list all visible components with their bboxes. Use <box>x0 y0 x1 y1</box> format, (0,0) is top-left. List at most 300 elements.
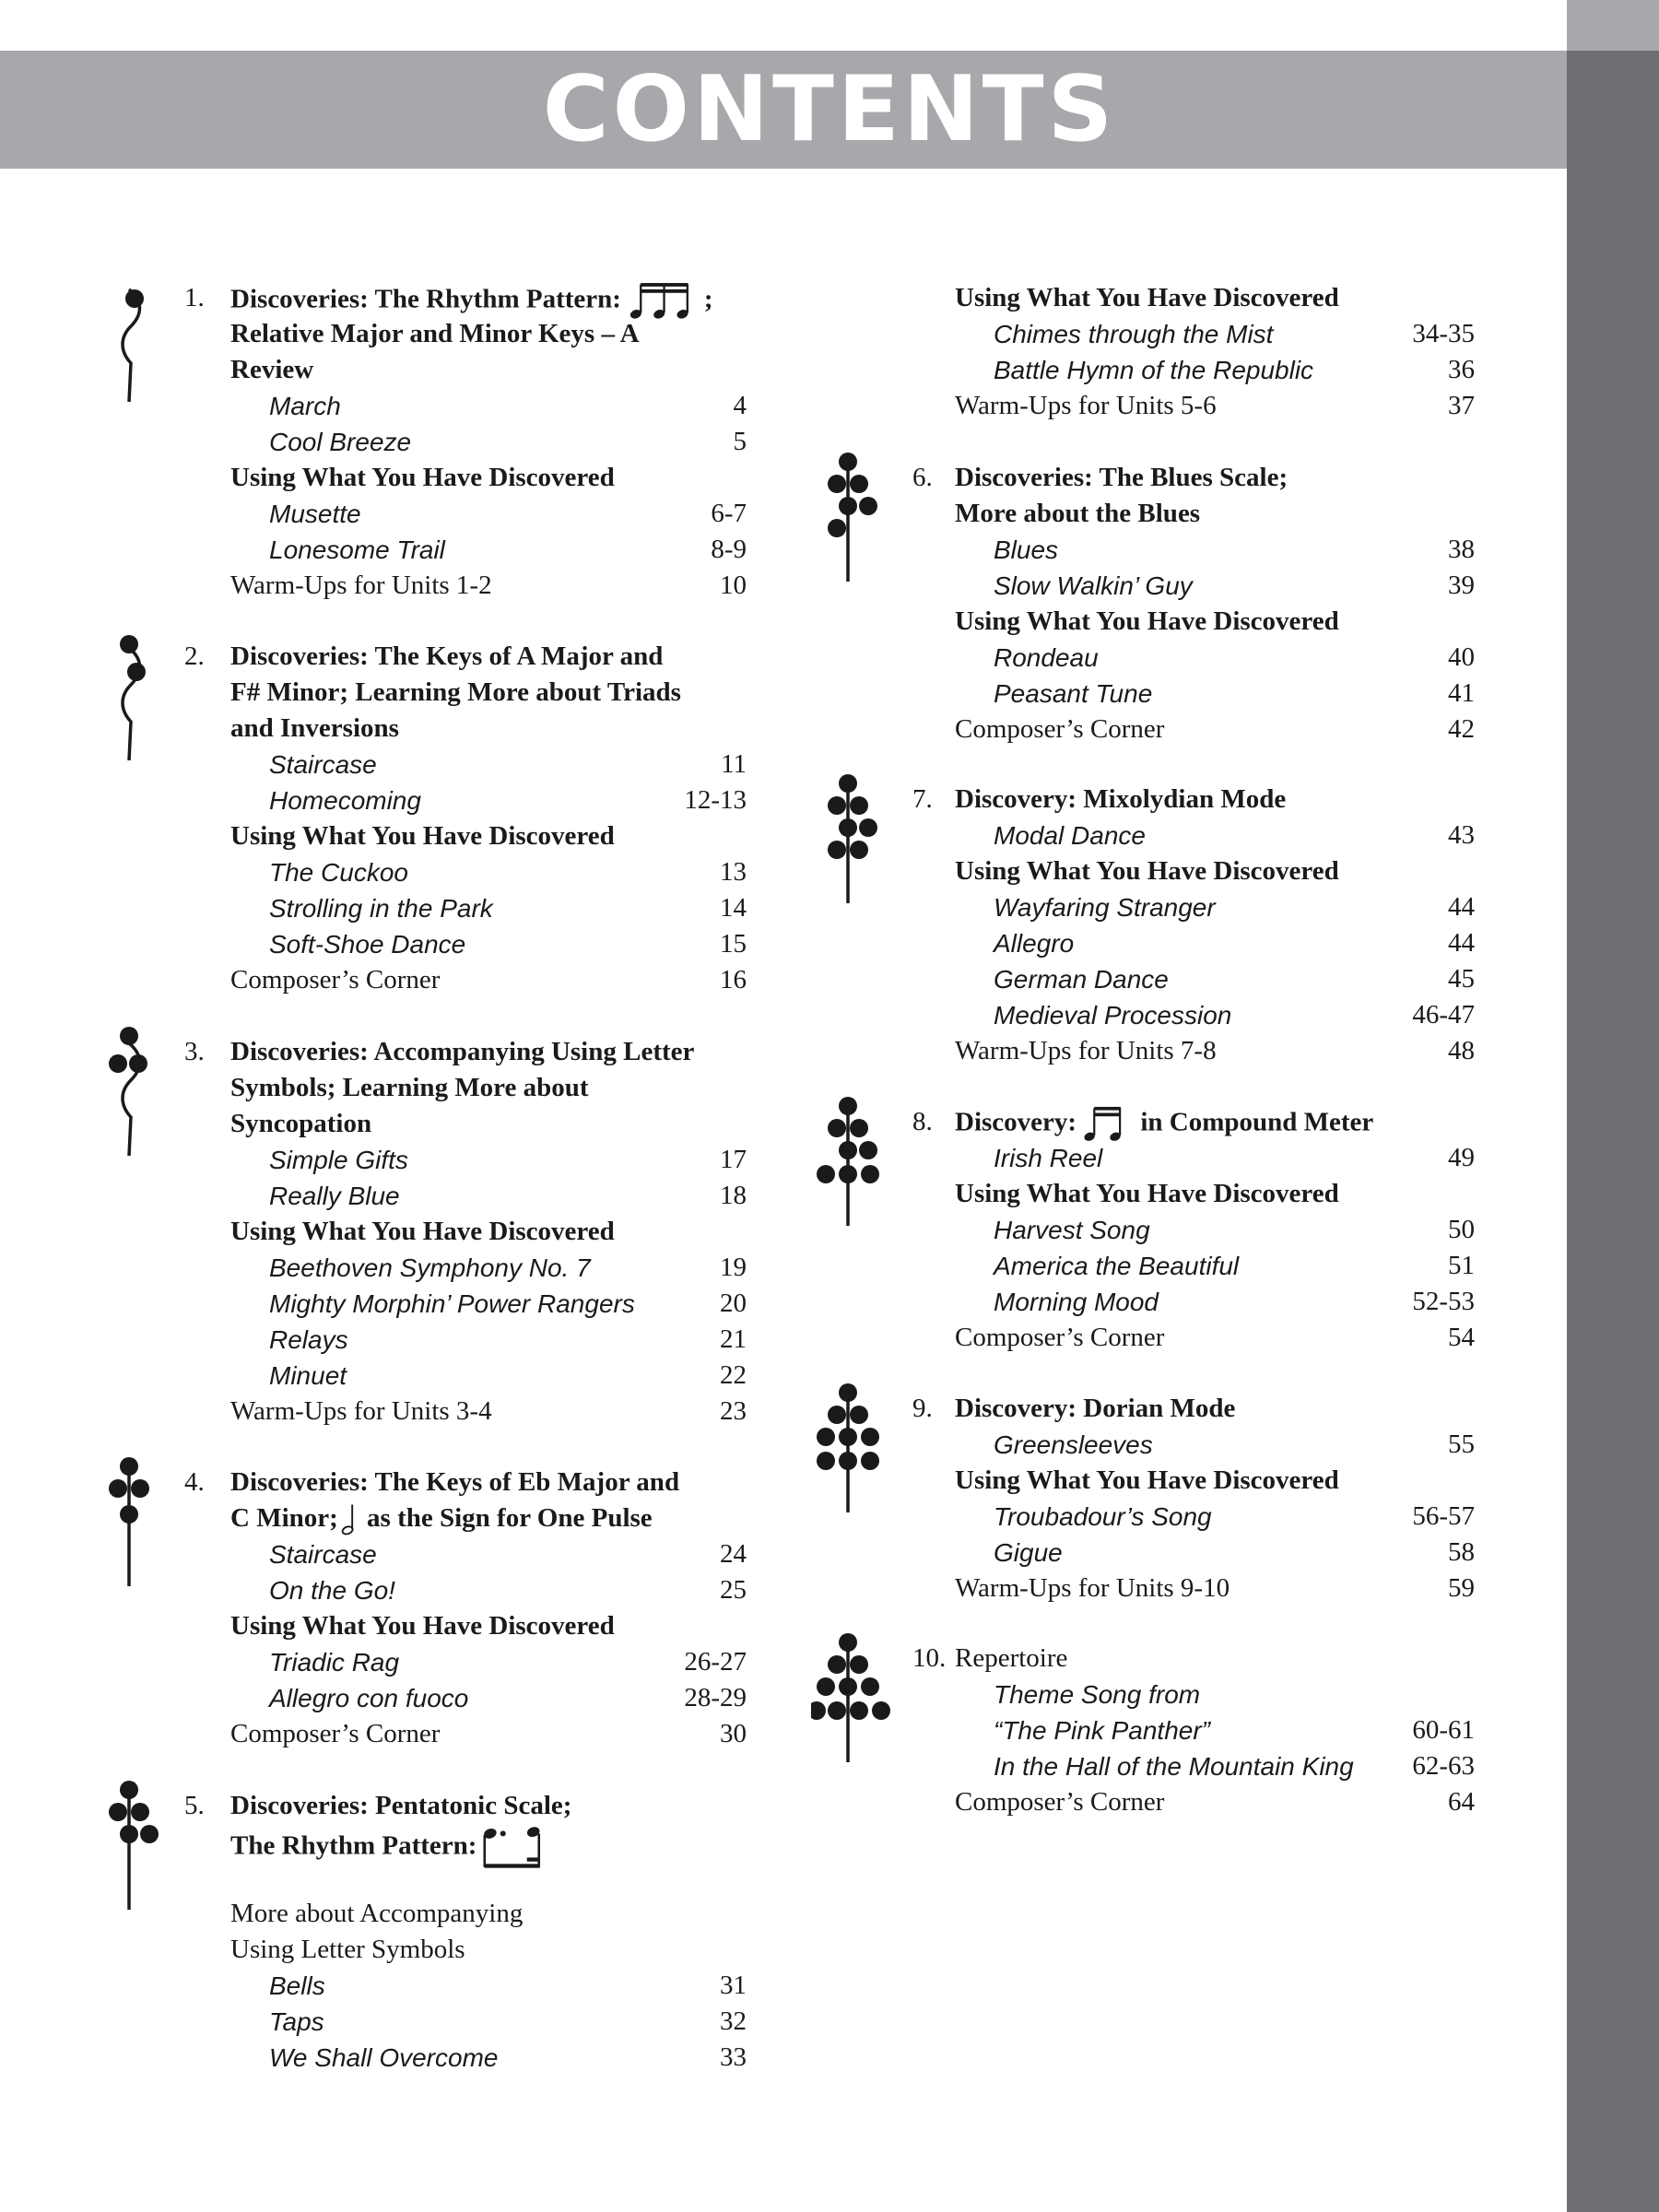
toc-entry[interactable] <box>184 854 747 890</box>
icon-dot <box>861 1677 879 1696</box>
icon-dot <box>817 1677 835 1696</box>
toc-line[interactable] <box>912 1571 1475 1606</box>
page-title: CONTENTS <box>542 57 1117 162</box>
toc-line[interactable] <box>912 1784 1475 1820</box>
entry-title: Mighty Morphin’ Power Rangers <box>269 1289 635 1318</box>
page-number: 25 <box>720 1575 747 1605</box>
page-number: 45 <box>1448 964 1475 994</box>
page-number: 64 <box>1448 1787 1475 1817</box>
toc-entry[interactable] <box>912 925 1475 961</box>
entry-title: The Cuckoo <box>269 858 408 887</box>
icon-dot <box>850 1701 868 1720</box>
toc-heading <box>912 782 1475 818</box>
page-number: 16 <box>720 965 747 994</box>
toc-entry[interactable] <box>912 1212 1475 1248</box>
unit-number: 1. <box>184 283 205 312</box>
page-number: 18 <box>720 1181 747 1210</box>
entry-title: Review <box>230 355 314 384</box>
half-note-symbol <box>338 1502 360 1537</box>
unit-tree-icon <box>811 1633 912 1771</box>
toc-entry[interactable] <box>912 961 1475 997</box>
page-number: 21 <box>720 1324 747 1354</box>
page-number: 48 <box>1448 1036 1475 1065</box>
icon-dot <box>817 1452 835 1470</box>
page-number: 34-35 <box>1412 319 1475 348</box>
page-number: 44 <box>1448 928 1475 958</box>
entry-title: Using What You Have Discovered <box>230 821 615 851</box>
toc-heading <box>912 1104 1475 1140</box>
icon-dot <box>839 453 857 471</box>
entry-title: Wayfaring Stranger <box>994 893 1216 922</box>
entry-title: Slow Walkin’ Guy <box>994 571 1193 600</box>
icon-dot <box>127 663 146 681</box>
page-number: 54 <box>1448 1323 1475 1352</box>
toc-heading <box>184 1824 747 1860</box>
page-number: 41 <box>1448 678 1475 708</box>
toc-heading <box>184 460 747 496</box>
entry-title: Troubadour’s Song <box>994 1502 1212 1531</box>
page-number: 37 <box>1448 391 1475 420</box>
toc-entry[interactable] <box>912 1284 1475 1320</box>
two-sixteenths-symbol <box>1077 1104 1134 1145</box>
entry-title: F# Minor; Learning More about Triads <box>230 677 681 707</box>
icon-dot <box>850 841 868 859</box>
page-number: 42 <box>1448 714 1475 744</box>
entry-title: “The Pink Panther” <box>994 1716 1210 1745</box>
entry-title: Using What You Have Discovered <box>955 283 1339 312</box>
page-number: 49 <box>1448 1143 1475 1172</box>
entry-title: Really Blue <box>269 1182 400 1210</box>
entry-title: Modal Dance <box>994 821 1146 850</box>
entry-title: Using What You Have Discovered <box>955 856 1339 886</box>
toc-entry[interactable] <box>184 2040 747 2076</box>
entry-title: March <box>269 392 341 420</box>
entry-title: Blues <box>994 535 1059 564</box>
page-number: 8-9 <box>711 535 747 564</box>
page-number: 14 <box>720 893 747 923</box>
toc-entry[interactable] <box>184 1358 747 1394</box>
toc-line <box>184 1860 747 1896</box>
side-bar <box>1567 0 1659 2212</box>
page-number: 32 <box>720 2006 747 2036</box>
toc-entry[interactable] <box>912 676 1475 712</box>
entry-title: Allegro <box>994 929 1075 958</box>
entry-title: Taps <box>269 2007 324 2036</box>
page-number: 11 <box>721 749 747 779</box>
icon-dot <box>120 1825 138 1843</box>
page-number: 38 <box>1448 535 1475 564</box>
toc-entry[interactable] <box>184 747 747 782</box>
page-number: 20 <box>720 1288 747 1318</box>
page-number: 55 <box>1448 1430 1475 1459</box>
icon-dot <box>850 1119 868 1137</box>
entry-title: Warm-Ups for Units 9-10 <box>955 1573 1230 1603</box>
entry-title: Rondeau <box>994 643 1099 672</box>
page-number: 56-57 <box>1412 1501 1475 1531</box>
entry-title: Discoveries: The Keys of Eb Major and <box>230 1467 680 1497</box>
icon-dot <box>839 1165 857 1183</box>
icon-dot <box>828 1655 846 1674</box>
entry-title: Composer’s Corner <box>955 714 1165 744</box>
entry-title-tail: in Compound Meter <box>1134 1107 1374 1137</box>
page-number: 6-7 <box>711 499 747 528</box>
page-number: 46-47 <box>1412 1000 1475 1030</box>
toc-heading <box>184 711 747 747</box>
icon-dot <box>109 1479 127 1498</box>
unit-number: 7. <box>912 784 933 814</box>
icon-dot <box>850 1406 868 1424</box>
toc-entry[interactable] <box>184 388 747 424</box>
toc-entry[interactable] <box>184 1178 747 1214</box>
entry-title: Discoveries: The Keys of A Major and <box>230 641 664 671</box>
toc-entry[interactable] <box>912 640 1475 676</box>
toc-line[interactable] <box>912 712 1475 747</box>
page-number: 50 <box>1448 1215 1475 1244</box>
icon-dot <box>839 497 857 515</box>
entry-title: Warm-Ups for Units 1-2 <box>230 571 492 600</box>
toc-entry[interactable] <box>184 424 747 460</box>
icon-dot <box>850 475 868 493</box>
icon-dot <box>109 1054 127 1073</box>
entry-title: Staircase <box>269 1540 377 1569</box>
entry-title: Using What You Have Discovered <box>955 1465 1339 1495</box>
page-number: 43 <box>1448 820 1475 850</box>
entry-title: Medieval Procession <box>994 1001 1232 1030</box>
entry-title: Chimes through the Mist <box>994 320 1274 348</box>
toc-entry[interactable] <box>184 1968 747 2004</box>
toc-entry[interactable] <box>184 532 747 568</box>
entry-title: Composer’s Corner <box>955 1323 1165 1352</box>
icon-dot <box>839 1383 857 1402</box>
page-number: 23 <box>720 1396 747 1426</box>
unit-tree-icon <box>811 1097 912 1235</box>
entry-title: Using What You Have Discovered <box>230 463 615 492</box>
unit-number: 8. <box>912 1107 933 1136</box>
page-number: 59 <box>1448 1573 1475 1603</box>
toc-entry[interactable] <box>912 997 1475 1033</box>
icon-dot <box>120 1505 138 1524</box>
page-number: 36 <box>1448 355 1475 384</box>
unit-number: 4. <box>184 1467 205 1497</box>
icon-dot <box>109 1803 127 1821</box>
entry-title: Discoveries: The Blues Scale; <box>955 463 1288 492</box>
icon-dot <box>131 1479 149 1498</box>
entry-title: German Dance <box>994 965 1169 994</box>
icon-dot <box>817 1428 835 1446</box>
icon-dot <box>828 519 846 537</box>
page-number: 28-29 <box>684 1683 747 1712</box>
entry-title: Discoveries: Accompanying Using Letter <box>230 1037 695 1066</box>
entry-title: Simple Gifts <box>269 1146 408 1174</box>
toc-heading <box>184 316 747 352</box>
toc-heading <box>184 1465 747 1500</box>
page-number: 12-13 <box>684 785 747 815</box>
icon-dot <box>828 1119 846 1137</box>
icon-dot <box>839 1428 857 1446</box>
toc-line <box>912 1641 1475 1677</box>
icon-dot <box>839 1633 857 1652</box>
entry-title: More about Accompanying <box>230 1899 524 1928</box>
page-number: 19 <box>720 1253 747 1282</box>
entry-title: Using What You Have Discovered <box>955 1179 1339 1208</box>
unit-number: 2. <box>184 641 205 671</box>
entry-title: Syncopation <box>230 1109 372 1138</box>
page-number: 51 <box>1448 1251 1475 1280</box>
entry-title: Composer’s Corner <box>230 1719 441 1748</box>
toc-entry <box>912 1677 1475 1712</box>
toc-heading <box>912 1391 1475 1427</box>
toc-entry[interactable] <box>912 1712 1475 1748</box>
entry-title: Strolling in the Park <box>269 894 493 923</box>
icon-dot <box>828 475 846 493</box>
icon-dot <box>120 1457 138 1476</box>
unit-number: 10. <box>912 1643 947 1673</box>
icon-dot <box>872 1701 890 1720</box>
entry-title: Peasant Tune <box>994 679 1153 708</box>
toc-entry[interactable] <box>912 1248 1475 1284</box>
entry-title: Lonesome Trail <box>269 535 445 564</box>
icon-dot <box>850 796 868 815</box>
unit-tree-icon <box>92 1781 194 1919</box>
entry-title: Greensleeves <box>994 1430 1153 1459</box>
toc-heading <box>912 280 1475 316</box>
entry-title: Composer’s Corner <box>955 1787 1165 1817</box>
entry-title: Homecoming <box>269 786 421 815</box>
entry-title: Repertoire <box>955 1643 1068 1673</box>
entry-title: Discovery: Dorian Mode <box>955 1394 1236 1423</box>
toc-entry[interactable] <box>912 316 1475 352</box>
toc-heading <box>184 1788 747 1824</box>
entry-title: The Rhythm Pattern: <box>230 1830 477 1861</box>
toc-entry[interactable] <box>912 1140 1475 1176</box>
toc-heading <box>912 604 1475 640</box>
entry-title: Morning Mood <box>994 1288 1159 1316</box>
entry-title: Discoveries: Pentatonic Scale; <box>230 1791 572 1820</box>
toc-heading <box>184 280 747 316</box>
toc-entry[interactable] <box>912 818 1475 853</box>
icon-dot <box>828 1701 846 1720</box>
icon-dot <box>839 1141 857 1159</box>
toc-entry[interactable] <box>184 1680 747 1716</box>
toc-entry[interactable] <box>184 926 747 962</box>
toc-line[interactable] <box>184 962 747 998</box>
toc-heading <box>184 639 747 675</box>
toc-heading <box>912 853 1475 889</box>
entry-title: Gigue <box>994 1538 1063 1567</box>
entry-title: Warm-Ups for Units 3-4 <box>230 1396 492 1426</box>
page-number: 22 <box>720 1360 747 1390</box>
toc-line[interactable] <box>912 1033 1475 1069</box>
unit-number: 3. <box>184 1037 205 1066</box>
toc-heading <box>184 1608 747 1644</box>
unit-tree-icon <box>92 1027 194 1165</box>
entry-title: Allegro con fuoco <box>269 1684 469 1712</box>
page-number: 60-61 <box>1412 1715 1475 1745</box>
toc-entry[interactable] <box>184 890 747 926</box>
entry-title: More about the Blues <box>955 499 1201 528</box>
toc-entry[interactable] <box>184 1142 747 1178</box>
page-number: 39 <box>1448 571 1475 600</box>
entry-title: Soft-Shoe Dance <box>269 930 466 959</box>
entry-title: On the Go! <box>269 1576 395 1605</box>
unit-number: 6. <box>912 463 933 492</box>
entry-title: Irish Reel <box>994 1144 1103 1172</box>
unit-number: 9. <box>912 1394 933 1423</box>
toc-heading <box>184 352 747 388</box>
icon-dot <box>861 1452 879 1470</box>
toc-heading <box>912 1176 1475 1212</box>
toc-entry[interactable] <box>912 1748 1475 1784</box>
toc-entry[interactable] <box>184 1286 747 1322</box>
unit-number: 5. <box>184 1791 205 1820</box>
entry-title: Harvest Song <box>994 1216 1150 1244</box>
toc-entry[interactable] <box>184 496 747 532</box>
page-number: 40 <box>1448 642 1475 672</box>
toc-entry[interactable] <box>912 352 1475 388</box>
icon-dot <box>839 1452 857 1470</box>
page-number: 5 <box>733 427 747 456</box>
toc-entry[interactable] <box>184 2004 747 2040</box>
icon-dot <box>861 1165 879 1183</box>
entry-title: Composer’s Corner <box>230 965 441 994</box>
entry-title: Bells <box>269 1971 325 2000</box>
toc-line <box>184 1932 747 1968</box>
page-number: 26-27 <box>684 1647 747 1677</box>
entry-title: Theme Song from <box>994 1680 1201 1709</box>
entry-title: and Inversions <box>230 713 399 743</box>
toc-heading <box>184 1214 747 1250</box>
toc-line[interactable] <box>184 1394 747 1430</box>
entry-title: Using What You Have Discovered <box>955 606 1339 636</box>
page-number: 15 <box>720 929 747 959</box>
icon-dot <box>120 1781 138 1799</box>
entry-title-tail: as the Sign for One Pulse <box>359 1503 653 1533</box>
icon-dot <box>120 1027 138 1045</box>
entry-title: In the Hall of the Mountain King <box>994 1752 1354 1781</box>
icon-dot <box>839 1097 857 1115</box>
icon-dot <box>828 841 846 859</box>
toc-heading <box>184 1070 747 1106</box>
icon-dot <box>839 818 857 837</box>
toc-entry[interactable] <box>184 1644 747 1680</box>
toc-entry[interactable] <box>184 1250 747 1286</box>
icon-dot <box>861 1428 879 1446</box>
page-number: 30 <box>720 1719 747 1748</box>
entry-title: Minuet <box>269 1361 347 1390</box>
toc-heading <box>184 1500 747 1536</box>
toc-entry[interactable] <box>912 1427 1475 1463</box>
entry-title: Relative Major and Minor Keys – A <box>230 319 640 348</box>
unit-tree-icon <box>811 453 912 591</box>
toc-heading <box>184 818 747 854</box>
icon-dot <box>129 1054 147 1073</box>
page-number: 24 <box>720 1539 747 1569</box>
toc-heading <box>912 496 1475 532</box>
entry-title: Using What You Have Discovered <box>230 1611 615 1641</box>
entry-title: We Shall Overcome <box>269 2043 499 2072</box>
toc-entry[interactable] <box>912 889 1475 925</box>
toc-heading <box>184 675 747 711</box>
entry-title: Symbols; Learning More about <box>230 1073 589 1102</box>
entry-title: Relays <box>269 1325 348 1354</box>
toc-heading <box>184 1034 747 1070</box>
entry-title: Beethoven Symphony No. 7 <box>269 1253 591 1282</box>
page-number: 58 <box>1448 1537 1475 1567</box>
entry-title: C Minor; <box>230 1503 338 1533</box>
toc-heading <box>184 1106 747 1142</box>
entry-title-tail: ; <box>703 284 713 314</box>
toc-heading <box>912 460 1475 496</box>
icon-dot <box>859 497 877 515</box>
entry-title: America the Beautiful <box>994 1252 1240 1280</box>
side-bar-top <box>1567 0 1659 51</box>
unit-tree-icon <box>92 1457 194 1595</box>
toc-entry[interactable] <box>912 1499 1475 1535</box>
icon-dot <box>140 1825 159 1843</box>
icon-dot <box>817 1165 835 1183</box>
entry-title: Warm-Ups for Units 7-8 <box>955 1036 1217 1065</box>
entry-title: Warm-Ups for Units 5-6 <box>955 391 1217 420</box>
icon-dot <box>120 635 138 653</box>
toc-entry[interactable] <box>912 568 1475 604</box>
entry-title: Musette <box>269 500 361 528</box>
unit-tree-icon <box>92 631 194 770</box>
page-number: 31 <box>720 1971 747 2000</box>
toc-heading <box>912 1463 1475 1499</box>
unit-tree-icon <box>811 774 912 912</box>
entry-title: Discovery: Mixolydian Mode <box>955 784 1287 814</box>
toc-entry[interactable] <box>912 532 1475 568</box>
icon-dot <box>828 1406 846 1424</box>
toc-entry[interactable] <box>184 1536 747 1572</box>
page-number: 13 <box>720 857 747 887</box>
page-number: 52-53 <box>1412 1287 1475 1316</box>
entry-title: Discoveries: The Rhythm Pattern: <box>230 284 621 314</box>
entry-title: Using What You Have Discovered <box>230 1217 615 1246</box>
icon-dot <box>850 1655 868 1674</box>
toc-line[interactable] <box>184 568 747 604</box>
icon-dot <box>828 796 846 815</box>
entry-title: Triadic Rag <box>269 1648 400 1677</box>
toc-line <box>184 1896 747 1932</box>
icon-dot <box>859 818 877 837</box>
toc-entry[interactable] <box>184 1322 747 1358</box>
page-number: 17 <box>720 1145 747 1174</box>
toc-entry[interactable] <box>184 782 747 818</box>
icon-dot <box>131 1803 149 1821</box>
unit-tree-icon <box>811 1383 912 1522</box>
entry-title: Using Letter Symbols <box>230 1935 465 1964</box>
icon-dot <box>859 1141 877 1159</box>
page-number: 10 <box>720 571 747 600</box>
icon-dot <box>839 774 857 793</box>
page-number: 44 <box>1448 892 1475 922</box>
toc-line[interactable] <box>184 1716 747 1752</box>
unit-tree-icon <box>92 273 194 411</box>
toc-entry[interactable] <box>912 1535 1475 1571</box>
page-number: 4 <box>733 391 747 420</box>
entry-title: Cool Breeze <box>269 428 412 456</box>
page-number: 33 <box>720 2042 747 2072</box>
toc-line[interactable] <box>912 388 1475 424</box>
toc-line[interactable] <box>912 1320 1475 1356</box>
icon-dot <box>811 1701 826 1720</box>
icon-dot <box>839 1677 857 1696</box>
page-number: 62-63 <box>1412 1751 1475 1781</box>
entry-title: Battle Hymn of the Republic <box>994 356 1314 384</box>
entry-title: Staircase <box>269 750 377 779</box>
toc-entry[interactable] <box>184 1572 747 1608</box>
